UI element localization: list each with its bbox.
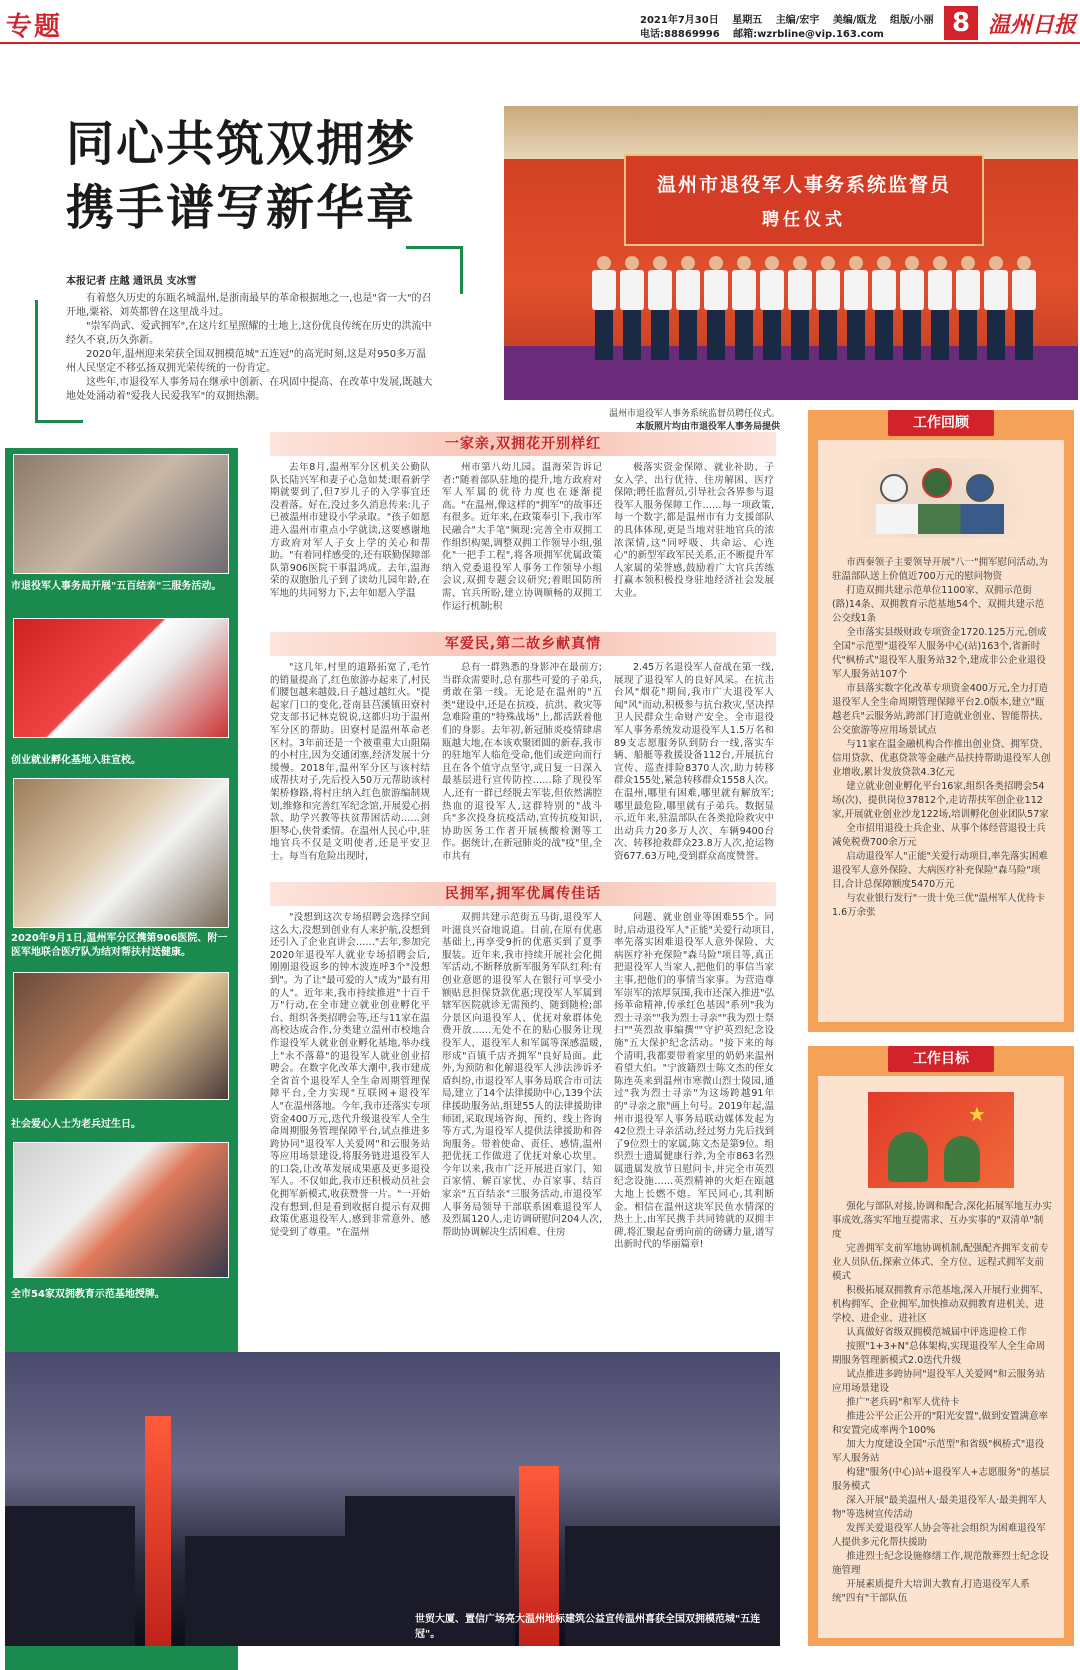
paper-logo: 温州日报 — [988, 12, 1077, 38]
art-editor: 美编/瓯龙 — [832, 15, 877, 26]
lit-tower — [145, 1416, 171, 1646]
flag-illustration: ★ — [868, 1092, 1014, 1188]
frame-decoration — [35, 300, 38, 422]
article-column: 2.45万名退役军人奋战在第一线,展现了退役军人的良好风采。在抗击台风"烟花"期间,我市广大退役军人闻"风"而动,积极参与抗台救灾,坚决捍卫人民群众生命财产安全。全市退役军人事务系统发动退役军人1.5万名和89支志愿服务队到防台一线,落实车辆、船艇等救援设备112台,开展抗台宣传、巡查排险8370人次,助力转移群众155处,紧急转移群众1558人次。在温州,哪里有困难,哪里就有解放军;哪里最危险,哪里就有子弟兵。数据显示,近年来,驻温部队在各类抢险救灾中出动兵力20多万人次、车辆9400台次、转移抢救群众23.8万人次,抢运物资677.63万吨,受到群众高度赞誉。 — [614, 662, 774, 862]
section-tag: 专题 — [6, 12, 63, 42]
photo-visit — [13, 454, 229, 574]
ceremony-person — [900, 256, 924, 366]
article-column: 问题、就业创业等困难55个。同时,启动退役军人"正能"关爱行动项目,率先落实困难退役军人意外保险、大病医疗补充保险"森马险"项目等,真正把退役军人当家人,把他们的事信当家主事,把他们的事情当家事。为营造尊军崇军的浓厚氛围,我市还深入推进"弘扬革命精神,传承红色基因"系列"我为烈士寻亲""我为烈士寻亲""我为烈士祭扫""英烈故事编撰""守护英烈纪念设施"五大保护纪念活动。"接下来的每个清明,我都要带着家里的奶奶来温州看望大伯。"宁波籍烈士陈文杰的侄女陈连英来到温州市寒微山烈士陵园,通过"我为烈士寻亲"为这场跨越91年的"寻亲之旅"画上句号。2019年起,温州市退役军人事务局联动媒体发起为42位烈士寻亲活动,经过努力先后找到了9位烈士的家属,陈文杰是第9位。组织烈士遗属健康行养,为全市863名烈属遗属发放节日慰问卡,并完全市英烈纪念设施……英烈精神的火炬在瓯越大地上长燃不熄。军民同心,其利断金。相信在温州这块军民鱼水情深的热土上,由军民携手共同铸就的双拥丰碑,将汇聚起奋勇向前的磅礴力量,谱写出新时代的华丽篇章! — [614, 912, 774, 1251]
ceremony-person — [844, 256, 868, 366]
article-column: "没想到这次专场招聘会选择空间这么大,没想到创业有人来护航,没想到还引入了企业直讲会……"去年,参加完2020年退役军人就业专场招聘会后,刚刚退役返乡的钟木波连呼3个"没想到"。为了让"最可爱的人"成为"最有用的人"。近年来,我市持续推进"十百千万"行动,在全市建立就业创业孵化平台、组织各类招聘会等,还与11家在温高校达成合作,分类建立温州市校地合作退役军人就业创业孵化基地,举办线上"永不落幕"的退役军人就业创业招聘会。在数字化改革大潮中,我市建成全省首个退役军人全生命周期管理保障平台,全力实现"互联网+退役军人"在温州落地。今年,我市还落实专项资金400万元,迭代升级退役军人全生命周期服务管理保障平台,试点推进多跨协同"退役军人关爱网"和云服务站等应用场景建设,将服务链进退役军人的口袋,让改革发展成果惠及更多退役军人。不仅如此,我市还积极动员社会化拥军新模式,收获赞誉一片。"一开始没有想到,但是看到收据自提示有双拥政策优惠退役军人,感到非常意外、感觉受到了尊重。"在温州 — [270, 912, 430, 1238]
ceremony-banner: 温州市退役军人事务系统监督员 聘任仪式 — [624, 154, 984, 246]
photo-birthday — [13, 972, 229, 1100]
photo-incubator — [13, 618, 229, 738]
ceremony-person — [872, 256, 896, 366]
article-column: 双拥共建示范街五马街,退役军人叶滋良兴奋地说道。目前,在原有优惠基础上,再享受9折的优惠买到了夏季服装。近年来,我市持续开展社会化拥军活动,不断释放新军服务军队红利:有创业意愿的退役军人在银行可享受小额贴息担保贷款优惠;现役军人军属到辖军医院就诊无需预约、随到随检;部分景区向退役军人、优抚对象群体免费开放……无处不在的贴心服务让现役军人、退役军人和军属等深感温暖,形成"百镇千店齐拥军"良好局面。此外,为预防和化解退役军人涉法涉诉矛盾纠纷,市退役军人事务局联合市司法局,建立了14个法律援助中心,139个法律援助服务站,组建55人的法律援助律师团,采取现场咨询、预约、线上咨询等方式,为退役军人提供法律援助和咨询服务。带着使命、责任、感情,温州把优抚工作做进了优抚对象心坎里。今年以来,我市广泛开展进百家门、知百家情、解百家忧、办百家事、结百家亲"五百结亲"三服务活动,市退役军人事务局领导干部联系困难退役军人及烈属120人,走访调研慰问204人次,帮助协调解决生活困难、住房 — [442, 912, 602, 1238]
soldiers-illustration — [858, 458, 1024, 538]
frame-decoration — [35, 420, 83, 423]
article-column: 极落实资金保障、就业补助、子女入学、出行优待、住房解困、医疗保障;聘任监督员,引导社会各界参与退役军人服务保障工作……每一项政策,每一个数字,都是温州市有力支援部队的具体体现,更是当地对驻地官兵的浓浓深情,这"同呼吸、共命运、心连心"的新型军政军民关系,正不断提升军人家属的荣誉感,鼓励着广大官兵苦练打赢本领积极投身驻地经济社会发展大业。 — [614, 462, 774, 599]
section-heading: 军爱民,第二故乡献真情 — [270, 632, 776, 656]
ceremony-person — [788, 256, 812, 366]
ceremony-person — [732, 256, 756, 366]
photo-caption: 市退役军人事务局开展"五百结亲"三服务活动。 — [11, 581, 222, 592]
photo-caption: 2020年9月1日,温州军分区携第906医院、附一医军地联合医疗队为结对帮扶村送健康。 — [11, 933, 228, 958]
ceremony-person — [704, 256, 728, 366]
headline-line2: 携手谱写新华章 — [66, 180, 417, 236]
ceremony-person — [676, 256, 700, 366]
ceremony-person — [928, 256, 952, 366]
hero-photo — [504, 106, 1078, 400]
panel-body — [818, 440, 1064, 1022]
byline: 本报记者 庄越 通讯员 支冰雪 — [66, 276, 197, 287]
page-number: 8 — [944, 6, 978, 40]
ceremony-person — [592, 256, 616, 366]
photo-caption: 全市54家双拥教育示范基地授牌。 — [11, 1289, 165, 1300]
panel-body — [818, 1076, 1064, 1638]
review-list: 市西秦领子主要领导开展"八一"拥军慰问活动,为驻温部队送上价值近700万元的慰问物资 打造双拥共建示范单位1100家、双拥示范街(路)14条、双拥教育示范基地54个、双拥共建示范公交线1条 全市落实县级财政专项资金1720.125万元,创成全国"示范型"退役军人服务中心(站)163个,省新时代"枫桥式"退役军人服务站32个,建成非公企业退役军人服务站107个 市县落实数字化改革专项资金400万元,全力打造退役军人全生命周期管理保障平台2.0版本,建立"瓯越老兵"云服务站,跨部门打造就业创业、智能帮扶、公交旅游等应用场景试点 与11家在温金融机构合作推出创业贷、拥军贷、信用贷款、优惠贷款等金融产品扶持帮助退役军人创业增收,累计发放贷款4.3亿元 建立就业创业孵化平台16家,组织各类招聘会54场(次)、提供岗位37812个,走访帮扶军创企业112家,开展就业创业沙龙122场,培训孵化创业团队57家 全市招用退役士兵企业、从事个体经营退役士兵减免税费700余万元 启动退役军人"正能"关爱行动项目,率先落实困难退役军人意外保险、大病医疗补充保险"森马险"项目,合计总保障额度5470万元 与农业银行发行"一贵十免三优"温州军人优待卡1.6万余张 — [832, 557, 1051, 918]
work-goals-panel — [808, 1046, 1074, 1646]
section-heading: 一家亲,双拥花开别样红 — [270, 432, 776, 456]
night-photo-caption: 世贸大厦、置信广场亮大温州地标建筑公益宣传温州喜获全国双拥模范城"五连冠"。 — [415, 1614, 761, 1640]
section-heading: 民拥军,拥军优属传佳话 — [270, 882, 776, 906]
photo-award — [13, 1142, 229, 1278]
issue-weekday: 星期五 — [732, 15, 763, 26]
night-city-photo — [5, 1352, 780, 1646]
ceremony-person — [984, 256, 1008, 366]
chief-editor: 主编/宏宇 — [775, 15, 820, 26]
headline-line1: 同心共筑双拥梦 — [66, 116, 417, 172]
header-divider — [0, 42, 1080, 44]
phone: 电话:88869996 — [640, 29, 720, 40]
email: 邮箱:wzrbline@vip.163.com — [733, 29, 884, 40]
panel-title: 工作回顾 — [888, 410, 994, 436]
ceremony-person — [648, 256, 672, 366]
frame-decoration — [460, 246, 463, 294]
article-column: 总有一群熟悉的身影冲在最前方;当群众需要时,总有那些可爱的子弟兵,勇敢在第一线。无论是在温州的"五类"建设中,还是在抗疫、抗洪、救灾等急难险重的"特殊战场"上,都活跃着他们的身影。去年初,新冠肺炎疫情肆虐瓯越大地,在本该欢聚团圆的新春,我市的驻地军人临危受命,他们或逆向而行且在各个值守点坚守,或日复一日深入最基层进行宣传防控……除了现役军人,还有一群已经脱去军装,但依然满腔热血的退役军人,这群特别的"战斗兵"多次投身抗疫活动,宣传抗疫知识,协助医务工作者开展核酸检测等工作。据统计,在新冠肺炎的战"疫"里,全市共有 — [442, 662, 602, 862]
work-review-panel — [808, 410, 1074, 1032]
photo-medical — [13, 778, 229, 928]
photo-caption: 创业就业孵化基地入驻宣校。 — [11, 755, 141, 766]
article-column: "这几年,村里的道路拓宽了,毛竹的销量提高了,红色旅游办起来了,村民们腰包越来越鼓,日子越过越红火。"提起家门口的变化,苍南县莒溪镇田寮村党支部书记林克锐说,这都归功于温州军分区的帮助。田寮村是温州革命老区村。3年前还是一个被重重大山阻隔的小村庄,因为交通闭塞,经济发展十分缓慢。2018年,温州军分区与该村结成帮扶对子,先后投入50万元帮助该村架桥修路,将村庄纳入红色旅游编制规划,维修和完善红军纪念馆,开展爱心捐款、助学兴教等扶贫帮困活动……剑胆琴心,侠骨柔情。在温州人民心中,驻地官兵不仅是文明使者,还是平安卫士。每当有危险出现时, — [270, 662, 430, 862]
intro-text: 有着悠久历史的东瓯名城温州,是浙南最早的革命根据地之一,也是"省一大"的召开地,粟裕、刘英都曾在这里战斗过。 "崇军尚武、爱武拥军",在这片红星照耀的土地上,这份优良传统在历史的洪流中经久不衰,历久弥新。 2020年,温州迎来荣获全国双拥模范城"五连冠"的高光时刻,这是对950多万温州人民坚定不移弘扬双拥光荣传统的一份肯定。 这些年,市退役军人事务局在继承中创新、在巩固中提高、在改革中发展,既越大地处处涌动着"爱我人民爱我军"的双拥热潮。 — [66, 293, 433, 402]
article-column: 州市第八幼儿园。温海荣告诉记者:"随着部队驻地的提升,地方政府对军人军属的优待力度也在逐渐提高。"在温州,像这样的"拥军"的故事还有很多。近年来,在政策奉引下,我市军民融合"大手笔"频现:完善全市双拥工作组织构架,调整双拥工作领导小组,强化"一把手工程",将各项拥军优属政策纳入党委退役军人事务工作领导小组会议,双拥专题会议研究;着眼国防所需、官兵所盼,建立协调顺畅的双拥工作运行机制;积 — [442, 462, 602, 612]
ceremony-person — [816, 256, 840, 366]
photo-caption: 社会爱心人士为老兵过生日。 — [11, 1119, 141, 1130]
ceremony-person — [956, 256, 980, 366]
header-info — [640, 14, 944, 42]
ceremony-person — [760, 256, 784, 366]
issue-date: 2021年7月30日 — [640, 15, 719, 26]
panel-title: 工作目标 — [888, 1046, 994, 1072]
article-column: 去年8月,温州军分区机关公勤队队长陆兴军和妻子心急如焚:眼看新学期就要到了,但7岁儿子的入学事宜还没着落。好在,没过多久消息传来:儿子已被温州市建设小学录取。"孩子如愿进入温州市重点小学就读,这要感谢地方政府对军人子女上学的关心和帮助。"有着同样感受的,还有联勤保障部队第906医院干事温鸿成。去年,温海荣的双胞胎儿子到了读幼儿园年龄,在军地的共同努力下,去年如愿入学温 — [270, 462, 430, 599]
headline — [66, 112, 416, 240]
ceremony-person — [620, 256, 644, 366]
goals-list: 强化与部队对接,协调和配合,深化拓展军地互办实事成效,落实军地互提需求、互办实事的"双清单"制度 完善拥军支前军地协调机制,配强配齐拥军支前专业人员队伍,探索立体式、全方位、远程式拥军支前模式 积极拓展双拥教育示范基地,深入开展行业拥军、机构拥军、企业拥军,加快推动双拥教育进机关、进学校、进企业、进社区 认真做好省级双拥模范城届中评选迎检工作 按照"1+3+N"总体架构,实现退役军人全生命周期服务管理新模式2.0迭代升级 试点推进多跨协同"退役军人关爱网"和云服务站应用场景建设 推广"老兵码"和军人优待卡 推进公平公正公开的"阳光安置",做到安置满意率和安置完成率两个100% 加大力度建设全国"示范型"和省级"枫桥式"退役军人服务站 构建"服务(中心)站+退役军人+志愿服务"的基层服务模式 深入开展"最美温州人·最美退役军人·最美拥军人物"等选树宣传活动 发挥关爱退役军人协会等社会组织为困难退役军人提供多元化帮扶援助 推进烈士纪念设施修缮工作,规范散葬烈士纪念设施管理 开展素质提升大培训大教育,打造退役军人系统"四有"干部队伍 — [832, 1201, 1052, 1604]
ceremony-person — [1012, 256, 1036, 366]
hero-caption: 温州市退役军人事务系统监督员聘任仪式。 本版照片均由市退役军人事务局提供 — [608, 409, 780, 432]
proofreader: 组版/小丽 — [889, 15, 934, 26]
frame-decoration — [406, 246, 462, 249]
